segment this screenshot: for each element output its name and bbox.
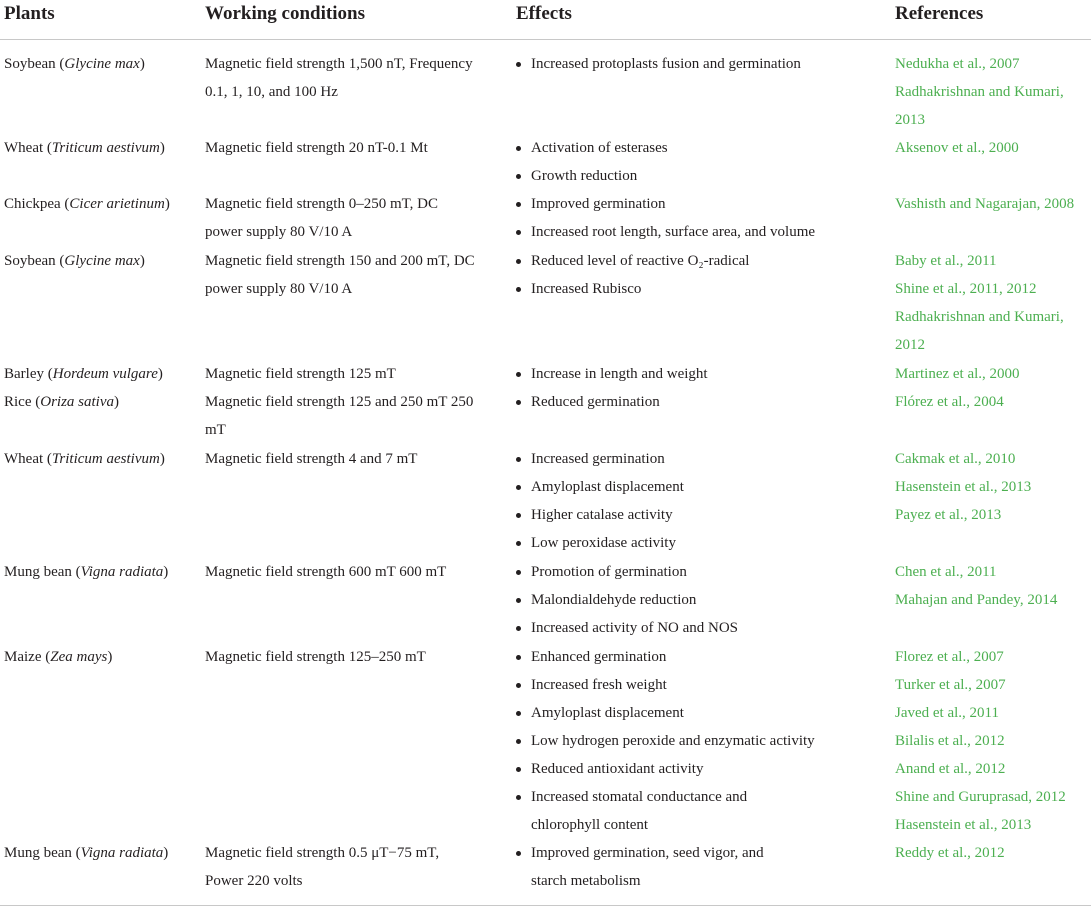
references-cell [895,190,1074,218]
plant-species: Triticum aestivum [51,451,160,467]
plant-species: Hordeum vulgare [52,366,158,382]
reference-link[interactable]: Aksenov et al., 2000 [895,140,1019,156]
effect-item: Increased activity of NO and NOS [516,614,738,642]
reference-link[interactable]: Radhakrishnan and Kumari, [895,309,1064,325]
references-cell [895,247,1064,359]
header-plants: Plants [4,3,55,24]
effects-list [516,558,738,642]
effect-item: Growth reduction [516,162,668,190]
effect-item: Low hydrogen peroxide and enzymatic activity [516,727,815,755]
header-references: References [895,3,984,24]
effect-item: Increased root length, surface area, and volume [516,218,815,246]
reference-link[interactable]: Turker et al., 2007 [895,677,1006,693]
reference-link[interactable]: Reddy et al., 2012 [895,845,1005,861]
plant-species: Oriza sativa [40,394,115,410]
reference-link[interactable]: Shine and Guruprasad, 2012 [895,789,1066,805]
references-cell [895,643,1066,839]
conditions-cell [205,247,475,303]
effect-item: Reduced level of reactive O₂-radical [516,247,749,275]
plant-species: Triticum aestivum [51,140,160,156]
condition-line: 0.1, 1, 10, and 100 Hz [205,84,338,100]
condition-line: Magnetic field strength 125 and 250 mT 250 [205,394,474,410]
effect-item: Increased fresh weight [516,671,815,699]
plant-cell: Wheat (Triticum aestivum) [4,140,165,156]
plant-cell: Rice (Oriza sativa) [4,394,120,410]
condition-line: Magnetic field strength 125–250 mT [205,649,426,665]
conditions-cell [205,558,446,586]
effect-item: Increase in length and weight [516,360,708,388]
references-cell [895,558,1057,614]
conditions-cell [205,839,439,895]
plant-cell: Mung bean (Vigna radiata) [4,564,169,580]
effects-list [516,445,684,557]
condition-line: power supply 80 V/10 A [205,281,353,297]
plant-name: Soybean [4,56,56,72]
effect-item: Higher catalase activity [516,501,684,529]
reference-link[interactable]: Mahajan and Pandey, 2014 [895,592,1058,608]
effect-item: Increased Rubisco [516,275,749,303]
effect-item: Promotion of germination [516,558,738,586]
effect-item-continuation: chlorophyll content [531,817,649,833]
plant-cell: Barley (Hordeum vulgare) [4,366,163,382]
header-working-conditions: Working conditions [205,3,365,24]
plant-species: Glycine max [64,253,140,269]
effects-list [516,247,749,303]
plant-species: Zea mays [50,649,108,665]
effects-list [516,388,660,416]
effect-item-continuation: starch metabolism [531,873,641,889]
effect-item: Increased protoplasts fusion and germination [516,50,801,78]
plant-name: Mung bean [4,845,72,861]
plant-name: Chickpea [4,196,61,212]
references-cell [895,445,1031,529]
header-effects: Effects [516,3,572,24]
reference-link[interactable]: Baby et al., 2011 [895,253,997,269]
table-header [0,0,1091,40]
reference-link[interactable]: Flórez et al., 2004 [895,394,1004,410]
effects-list [516,190,815,246]
plant-cell: Soybean (Glycine max) [4,253,145,269]
plant-species: Vigna radiata [80,564,164,580]
plant-name: Wheat [4,140,44,156]
reference-link[interactable]: Martinez et al., 2000 [895,366,1020,382]
header-divider [0,39,1091,40]
conditions-cell [205,134,428,162]
plant-cell: Maize (Zea mays) [4,649,113,665]
conditions-cell [205,445,417,473]
condition-line: Magnetic field strength 0–250 mT, DC [205,196,439,212]
reference-link[interactable]: Payez et al., 2013 [895,507,1002,523]
plant-name: Maize [4,649,42,665]
effect-item: Reduced antioxidant activity [516,755,815,783]
effects-list [516,134,668,190]
reference-link[interactable]: Vashisth and Nagarajan, 2008 [895,196,1075,212]
effect-item: Amyloplast displacement [516,473,684,501]
reference-link[interactable]: Hasenstein et al., 2013 [895,817,1032,833]
plant-name: Wheat [4,451,44,467]
plant-name: Soybean [4,253,56,269]
plant-species: Glycine max [64,56,140,72]
conditions-cell [205,360,396,388]
plant-cell: Soybean (Glycine max) [4,56,145,72]
reference-link[interactable]: Javed et al., 2011 [895,705,999,721]
effects-list [516,643,815,839]
conditions-cell [205,190,438,246]
reference-link[interactable]: Cakmak et al., 2010 [895,451,1016,467]
reference-link[interactable]: Chen et al., 2011 [895,564,997,580]
references-cell [895,839,1005,867]
effect-item: Low peroxidase activity [516,529,684,557]
references-cell [895,360,1020,388]
plant-cell: Chickpea (Cicer arietinum) [4,196,170,212]
reference-link[interactable]: Anand et al., 2012 [895,761,1006,777]
reference-link[interactable]: 2013 [895,112,925,128]
condition-line: Magnetic field strength 125 mT [205,366,396,382]
reference-link[interactable]: Nedukha et al., 2007 [895,56,1020,72]
plant-species: Cicer arietinum [69,196,165,212]
condition-line: Magnetic field strength 0.5 μT−75 mT, [205,845,440,861]
reference-link[interactable]: Hasenstein et al., 2013 [895,479,1032,495]
condition-line: Magnetic field strength 600 mT 600 mT [205,564,447,580]
effect-item: Reduced germination [516,388,660,416]
effect-item: Improved germination [516,190,815,218]
effect-item: Malondialdehyde reduction [516,586,738,614]
effect-item: Enhanced germination [516,643,815,671]
plant-cell: Wheat (Triticum aestivum) [4,451,165,467]
reference-link[interactable]: Radhakrishnan and Kumari, [895,84,1064,100]
references-cell [895,134,1019,162]
condition-line: Magnetic field strength 4 and 7 mT [205,451,418,467]
effects-list [516,839,764,895]
plant-name: Rice [4,394,32,410]
plant-name: Barley [4,366,44,382]
condition-line: Magnetic field strength 150 and 200 mT, DC [205,253,475,269]
plant-name: Mung bean [4,564,72,580]
plant-species: Vigna radiata [80,845,164,861]
conditions-cell [205,643,426,671]
table-bottom-rule [0,905,1091,906]
effects-list [516,50,801,78]
references-cell [895,388,1004,416]
effect-item: Increased stomatal conductance and [516,783,815,811]
condition-line: Magnetic field strength 1,500 nT, Frequency [205,56,473,72]
effects-list [516,360,708,388]
reference-link[interactable]: Shine et al., 2011, 2012 [895,281,1037,297]
condition-line: mT [205,422,226,438]
conditions-cell [205,50,473,106]
condition-line: Power 220 volts [205,873,303,889]
effect-item: Improved germination, seed vigor, and [516,839,764,867]
effect-item: Activation of esterases [516,134,668,162]
reference-link[interactable]: 2012 [895,337,925,353]
references-cell [895,50,1064,134]
plant-cell: Mung bean (Vigna radiata) [4,845,169,861]
effect-item: Increased germination [516,445,684,473]
condition-line: power supply 80 V/10 A [205,224,353,240]
conditions-cell [205,388,473,444]
condition-line: Magnetic field strength 20 nT-0.1 Mt [205,140,428,156]
effect-item: Amyloplast displacement [516,699,815,727]
reference-link[interactable]: Florez et al., 2007 [895,649,1004,665]
reference-link[interactable]: Bilalis et al., 2012 [895,733,1005,749]
